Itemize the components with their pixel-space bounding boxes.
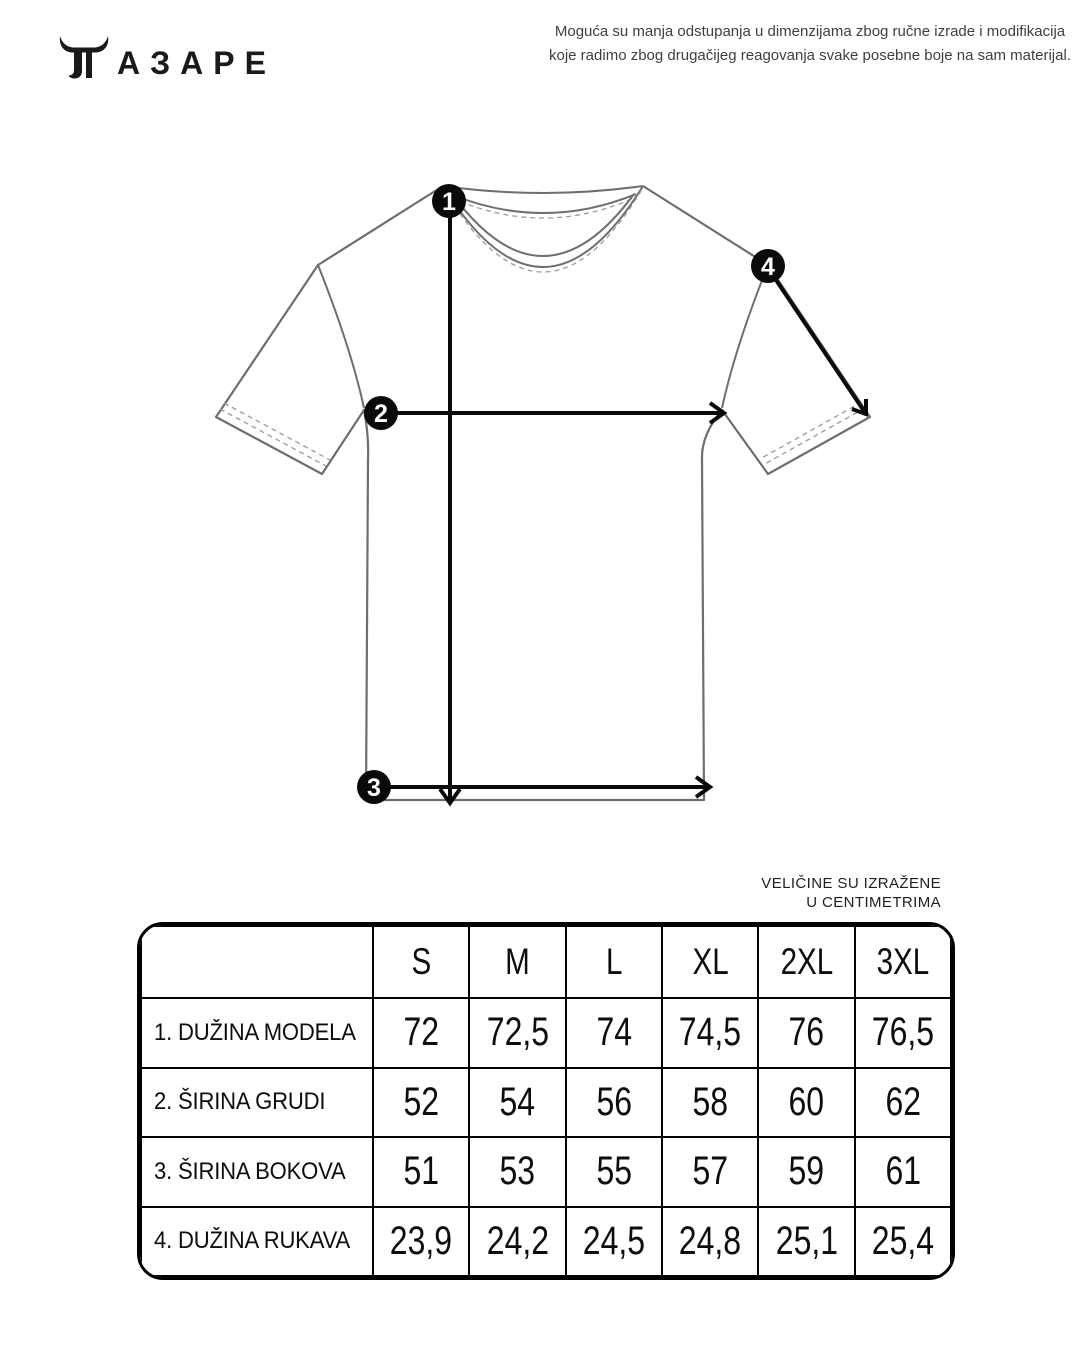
cell-hips-l: 55 <box>566 1137 662 1207</box>
cell-hips-3xl: 61 <box>855 1137 951 1207</box>
cell-chest-s: 52 <box>373 1068 469 1138</box>
row-label-length: 1. DUŽINA MODELA <box>141 998 373 1068</box>
units-note <box>640 874 941 912</box>
marker-1 <box>432 184 466 218</box>
cell-length-l: 74 <box>566 998 662 1068</box>
marker-2 <box>364 396 398 430</box>
col-header-s: S <box>373 926 469 998</box>
col-header-xl: XL <box>662 926 758 998</box>
cell-chest-xl: 58 <box>662 1068 758 1138</box>
units-note-line-2: U CENTIMETRIMA <box>806 894 941 911</box>
cell-length-2xl: 76 <box>758 998 854 1068</box>
cell-chest-3xl: 62 <box>855 1068 951 1138</box>
cell-sleeve-l: 24,5 <box>566 1207 662 1277</box>
units-note-line-1: VELIČINE SU IZRAŽENE <box>761 875 941 892</box>
row-label-sleeve: 4. DUŽINA RUKAVA <box>141 1207 373 1277</box>
table-row-sleeve <box>141 1207 951 1277</box>
cell-sleeve-s: 23,9 <box>373 1207 469 1277</box>
cell-sleeve-2xl: 25,1 <box>758 1207 854 1277</box>
cell-sleeve-3xl: 25,4 <box>855 1207 951 1277</box>
cell-length-3xl: 76,5 <box>855 998 951 1068</box>
row-label-chest: 2. ŠIRINA GRUDI <box>141 1068 373 1138</box>
cell-hips-xl: 57 <box>662 1137 758 1207</box>
cell-sleeve-m: 24,2 <box>469 1207 565 1277</box>
table-row-length <box>141 998 951 1068</box>
marker-3 <box>357 770 391 804</box>
cell-chest-2xl: 60 <box>758 1068 854 1138</box>
disclaimer-line-2: koje radimo zbog drugačijeg reagovanja svake posebne boje na sam materijal. <box>549 47 1071 64</box>
col-header-m: M <box>469 926 565 998</box>
marker-4 <box>751 249 785 283</box>
cell-length-xl: 74,5 <box>662 998 758 1068</box>
size-table-header-row <box>141 926 951 998</box>
marker-3-label: 3 <box>367 774 381 802</box>
row-label-hips: 3. ŠIRINA BOKOVA <box>141 1137 373 1207</box>
marker-1-label: 1 <box>442 188 456 216</box>
col-header-3xl: 3XL <box>855 926 951 998</box>
cell-chest-l: 56 <box>566 1068 662 1138</box>
cell-length-s: 72 <box>373 998 469 1068</box>
marker-2-label: 2 <box>374 400 388 428</box>
cell-sleeve-xl: 24,8 <box>662 1207 758 1277</box>
table-row-chest <box>141 1068 951 1138</box>
cell-hips-m: 53 <box>469 1137 565 1207</box>
cell-chest-m: 54 <box>469 1068 565 1138</box>
brand-wordmark: АЗАРЕ <box>117 45 276 81</box>
col-header-l: L <box>566 926 662 998</box>
cell-hips-s: 51 <box>373 1137 469 1207</box>
marker-4-label: 4 <box>761 253 775 281</box>
table-row-hips <box>141 1137 951 1207</box>
corner-cell <box>141 926 373 998</box>
cell-length-m: 72,5 <box>469 998 565 1068</box>
disclaimer-line-1: Moguća su manja odstupanja u dimenzijama zbog ručne izrade i modifikacija <box>554 23 1066 40</box>
size-table <box>137 922 955 1280</box>
col-header-2xl: 2XL <box>758 926 854 998</box>
cell-hips-2xl: 59 <box>758 1137 854 1207</box>
